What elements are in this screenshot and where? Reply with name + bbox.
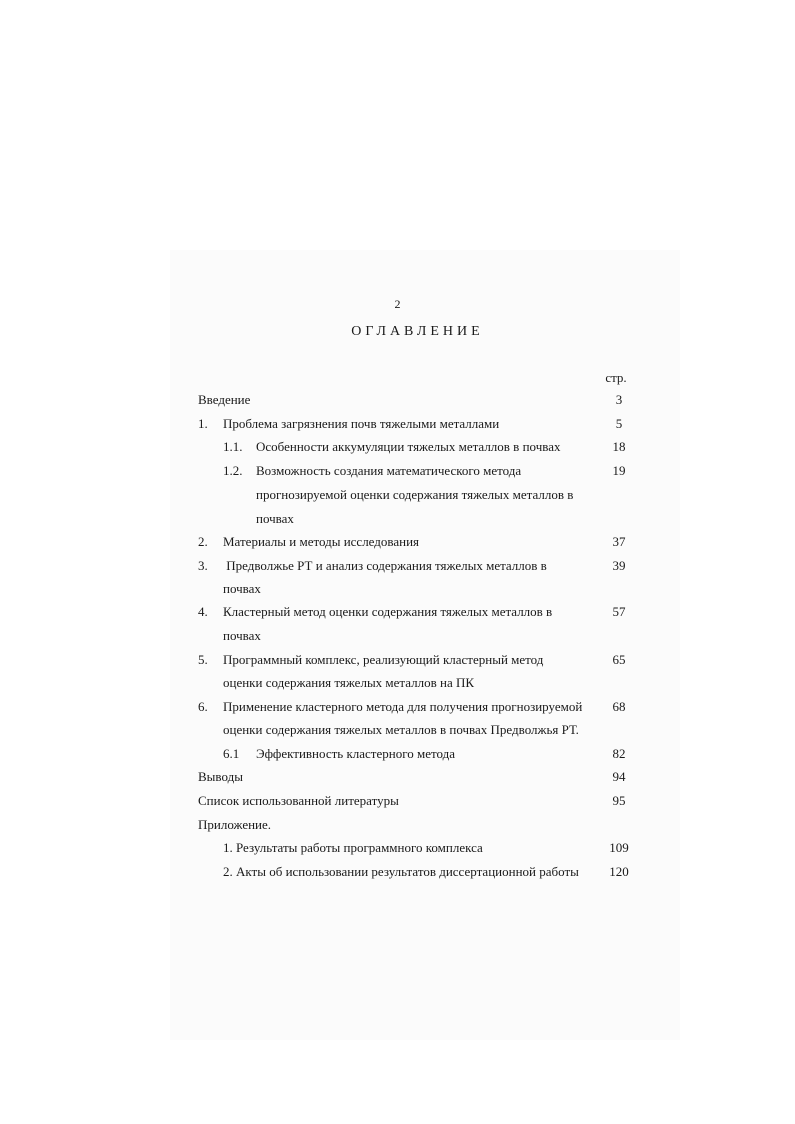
toc-entry-title-line: прогнозируемой оценки содержания тяжелых металлов в	[256, 487, 574, 502]
toc-entry-number: 1.	[198, 416, 208, 431]
toc-entry-number: 6.1	[223, 746, 240, 761]
toc-entry-page: 95	[612, 793, 626, 808]
toc-entry-page: 37	[612, 534, 626, 549]
page-number: 2	[394, 297, 401, 311]
pages-column-header: стр.	[605, 370, 627, 385]
toc-entry-title-line: оценки содержания тяжелых металлов в почвах Предволжья РТ.	[223, 722, 579, 737]
toc-entry-title: Введение	[198, 392, 251, 407]
toc-entry-title-line: Возможность создания математического метода	[256, 463, 522, 478]
toc-entry-page: 65	[612, 652, 626, 667]
toc-entry-page: 39	[612, 558, 626, 573]
toc-entry-title-line: почвах	[223, 628, 261, 643]
page-title: ОГЛАВЛЕНИЕ	[351, 324, 484, 339]
toc-entry-title-line: Предволжье РТ и анализ содержания тяжелых металлов в	[223, 558, 547, 573]
toc-entry-title: Особенности аккумуляции тяжелых металлов в почвах	[256, 439, 561, 454]
toc-entry-page: 57	[612, 604, 626, 619]
toc-entry-number: 4.	[198, 604, 208, 619]
toc-entry-number: 6.	[198, 699, 208, 714]
toc-entry-page: 109	[609, 840, 629, 855]
toc-entry-number: 1.1.	[223, 439, 243, 454]
toc-entry-page: 120	[609, 864, 629, 879]
toc-entry-page: 94	[612, 769, 626, 784]
toc-entry-title: Материалы и методы исследования	[223, 534, 420, 549]
toc-entry-page: 18	[612, 439, 626, 454]
toc-entry-title: Список использованной литературы	[198, 793, 399, 808]
toc-entry-title-line: Кластерный метод оценки содержания тяжелых металлов в	[223, 604, 553, 619]
toc-entry-title-line: Программный комплекс, реализующий кластерный метод	[223, 652, 544, 667]
toc-entry-title-line: почвах	[223, 581, 261, 596]
toc-entry-number: 5.	[198, 652, 208, 667]
toc-entry-page: 3	[615, 392, 623, 407]
toc-entry-title: Проблема загрязнения почв тяжелыми металлами	[223, 416, 500, 431]
toc-entry-title: 1. Результаты работы программного комплекса	[223, 840, 483, 855]
toc-entry-title: Приложение.	[198, 817, 272, 832]
toc-entry-number: 1.2.	[223, 463, 243, 478]
toc-entry-title: Эффективность кластерного метода	[256, 746, 455, 761]
toc-entry-page: 82	[612, 746, 626, 761]
toc-entry-title-line: почвах	[256, 511, 294, 526]
toc-entry-page: 5	[615, 416, 623, 431]
toc-entry-page: 68	[612, 699, 626, 714]
toc-entry-title-line: Применение кластерного метода для получения прогнозируемой	[223, 699, 583, 714]
toc-entry-title-line: оценки содержания тяжелых металлов на ПК	[223, 675, 475, 690]
toc-entry-number: 2.	[198, 534, 208, 549]
toc-entry-page: 19	[612, 463, 626, 478]
toc-entry-title: Выводы	[198, 769, 243, 784]
toc-entry-title: 2. Акты об использовании результатов диссертационной работы	[223, 864, 579, 879]
toc-entry-number: 3.	[198, 558, 208, 573]
